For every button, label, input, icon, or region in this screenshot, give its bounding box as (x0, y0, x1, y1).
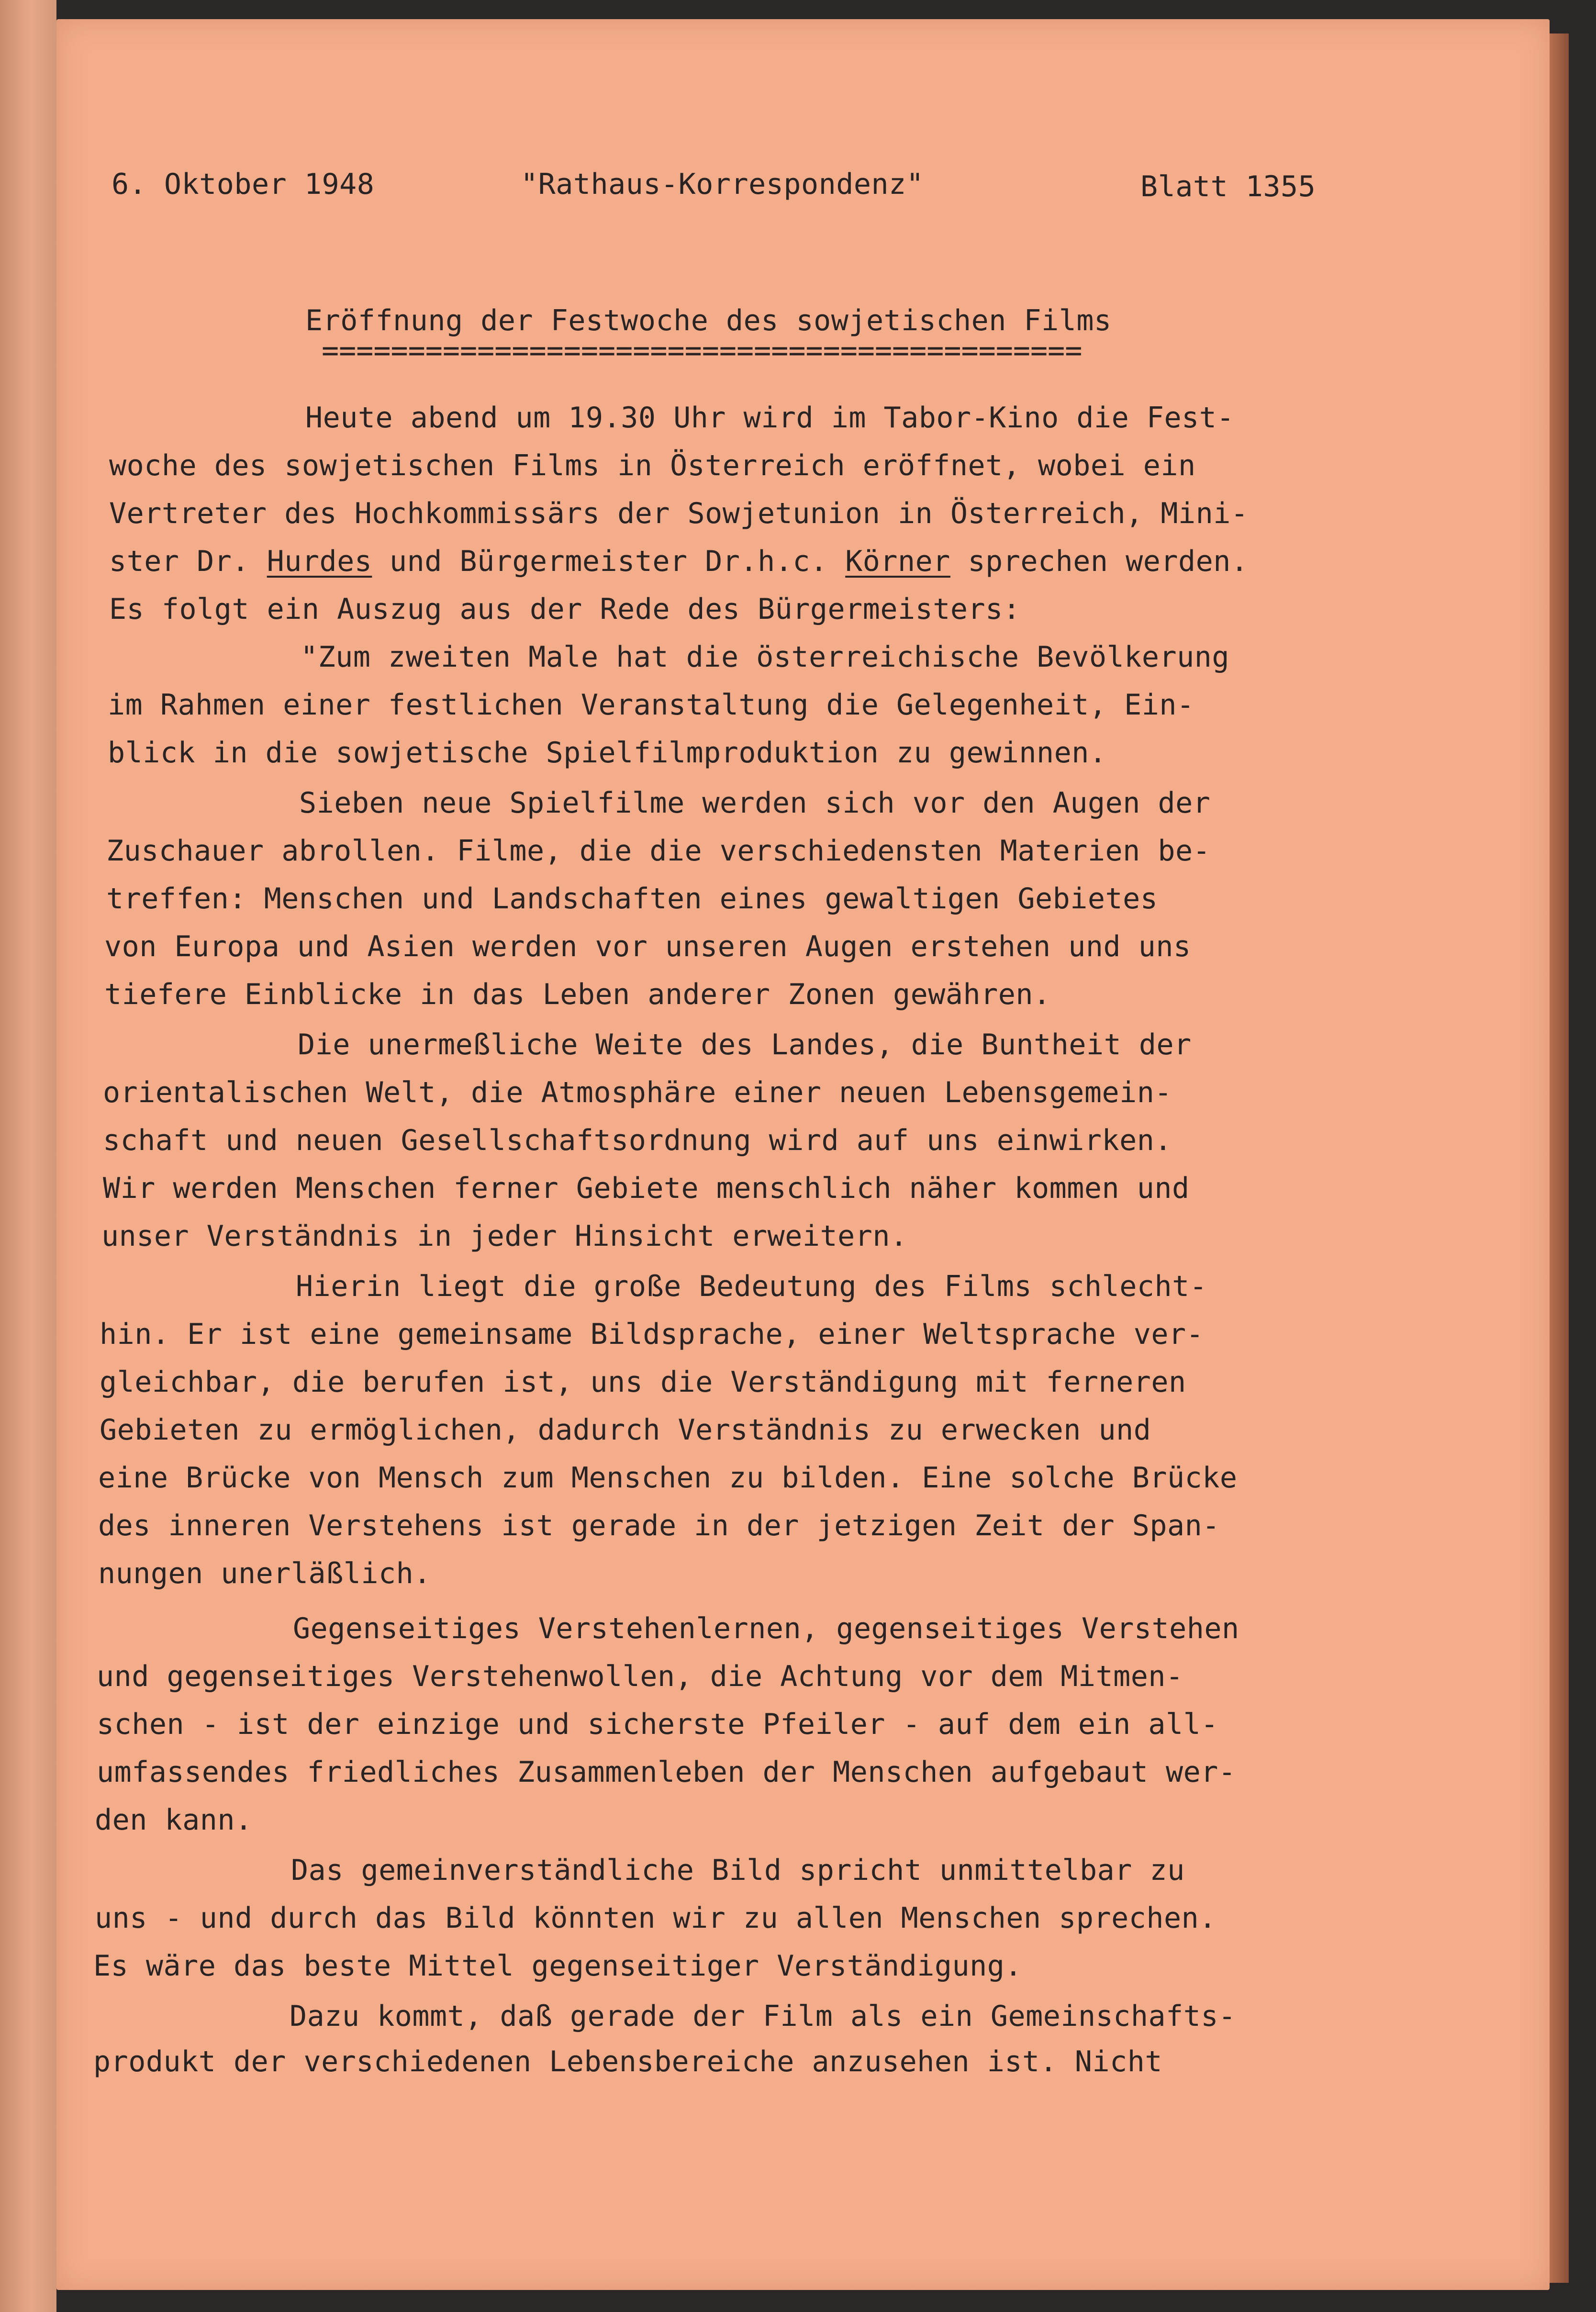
body-line-26: Gegenseitiges Verstehenlernen, gegenseitiges Verstehen (293, 1612, 1239, 1645)
body-line-3: Vertreter des Hochkommissärs der Sowjetunion in Österreich, Mini- (109, 497, 1249, 530)
body-line-31: Das gemeinverständliche Bild spricht unmittelbar zu (291, 1854, 1185, 1887)
body-line-29: umfassendes friedliches Zusammenleben der Menschen aufgebaut wer- (97, 1755, 1236, 1789)
body-line-34: Dazu kommt, daß gerade der Film als ein Gemeinschafts- (290, 1999, 1236, 2033)
header-date: 6. Oktober 1948 (112, 168, 375, 201)
underlined-name-koerner: Körner (845, 545, 950, 578)
body-line-35: produkt der verschiedenen Lebensbereiche anzusehen ist. Nicht (93, 2045, 1163, 2078)
body-line-14: Die unermeßliche Weite des Landes, die Buntheit der (298, 1028, 1192, 1061)
underlined-name-hurdes: Hurdes (267, 545, 372, 578)
body-line-12: von Europa und Asien werden vor unseren Augen erstehen und uns (104, 930, 1191, 963)
body-line-19: Hierin liegt die große Bedeutung des Films schlecht- (296, 1270, 1207, 1303)
body-line-18: unser Verständnis in jeder Hinsicht erweitern. (101, 1219, 908, 1253)
body-line-15: orientalischen Welt, die Atmosphäre einer neuen Lebensgemein- (103, 1076, 1172, 1109)
body-line-27: und gegenseitiges Verstehenwollen, die Achtung vor dem Mitmen- (97, 1660, 1183, 1693)
header-sheet-number: Blatt 1355 (1140, 170, 1316, 203)
right-page-edge (1550, 34, 1569, 2283)
body-line-21: gleichbar, die berufen ist, uns die Verständigung mit ferneren (100, 1365, 1186, 1399)
body-line-4-part-a: ster Dr. (109, 545, 267, 578)
body-line-11: treffen: Menschen und Landschaften eines gewaltigen Gebietes (106, 882, 1158, 916)
body-line-4-part-c: und Bürgermeister Dr.h.c. (372, 545, 846, 578)
body-line-20: hin. Er ist eine gemeinsame Bildsprache, einer Weltsprache ver- (100, 1318, 1204, 1351)
body-line-7: im Rahmen einer festlichen Veranstaltung die Gelegenheit, Ein- (108, 688, 1194, 722)
body-line-25: nungen unerläßlich. (98, 1557, 431, 1590)
title-double-rule: ============================================ (322, 334, 1083, 368)
body-line-16: schaft und neuen Gesellschaftsordnung wird auf uns einwirken. (103, 1124, 1172, 1157)
body-line-28: schen - ist der einzige und sicherste Pfeiler - auf dem ein all- (97, 1708, 1218, 1741)
body-line-23: eine Brücke von Mensch zum Menschen zu bilden. Eine solche Brücke (98, 1461, 1238, 1495)
body-line-5: Es folgt ein Auszug aus der Rede des Bürgermeisters: (109, 592, 1021, 626)
body-line-9: Sieben neue Spielfilme werden sich vor den Augen der (299, 786, 1211, 820)
body-line-1: Heute abend um 19.30 Uhr wird im Tabor-Kino die Fest- (305, 401, 1235, 435)
body-line-22: Gebieten zu ermöglichen, dadurch Verständnis zu erwecken und (100, 1413, 1151, 1447)
body-line-24: des inneren Verstehens ist gerade in der jetzigen Zeit der Span- (98, 1509, 1220, 1542)
header-publication: "Rathaus-Korrespondenz" (521, 168, 924, 201)
body-line-17: Wir werden Menschen ferner Gebiete menschlich näher kommen und (103, 1172, 1190, 1205)
body-line-8: blick in die sowjetische Spielfilmproduktion zu gewinnen. (108, 736, 1107, 770)
body-line-2: woche des sowjetischen Films in Österreich eröffnet, wobei ein (109, 449, 1196, 482)
body-line-10: Zuschauer abrollen. Filme, die die verschiedensten Materien be- (106, 834, 1211, 868)
body-line-6: "Zum zweiten Male hat die österreichische Bevölkerung (301, 640, 1230, 674)
article-title: Eröffnung der Festwoche des sowjetischen Films (305, 304, 1112, 337)
body-line-30: den kann. (95, 1803, 253, 1837)
body-line-4 (109, 545, 1249, 578)
body-line-32: uns - und durch das Bild könnten wir zu allen Menschen sprechen. (95, 1901, 1217, 1935)
body-line-13: tiefere Einblicke in das Leben anderer Zonen gewähren. (104, 978, 1051, 1011)
left-page-edge (0, 0, 56, 2312)
body-line-4-part-e: sprechen werden. (950, 545, 1249, 578)
body-line-33: Es wäre das beste Mittel gegenseitiger Verständigung. (93, 1949, 1023, 1983)
